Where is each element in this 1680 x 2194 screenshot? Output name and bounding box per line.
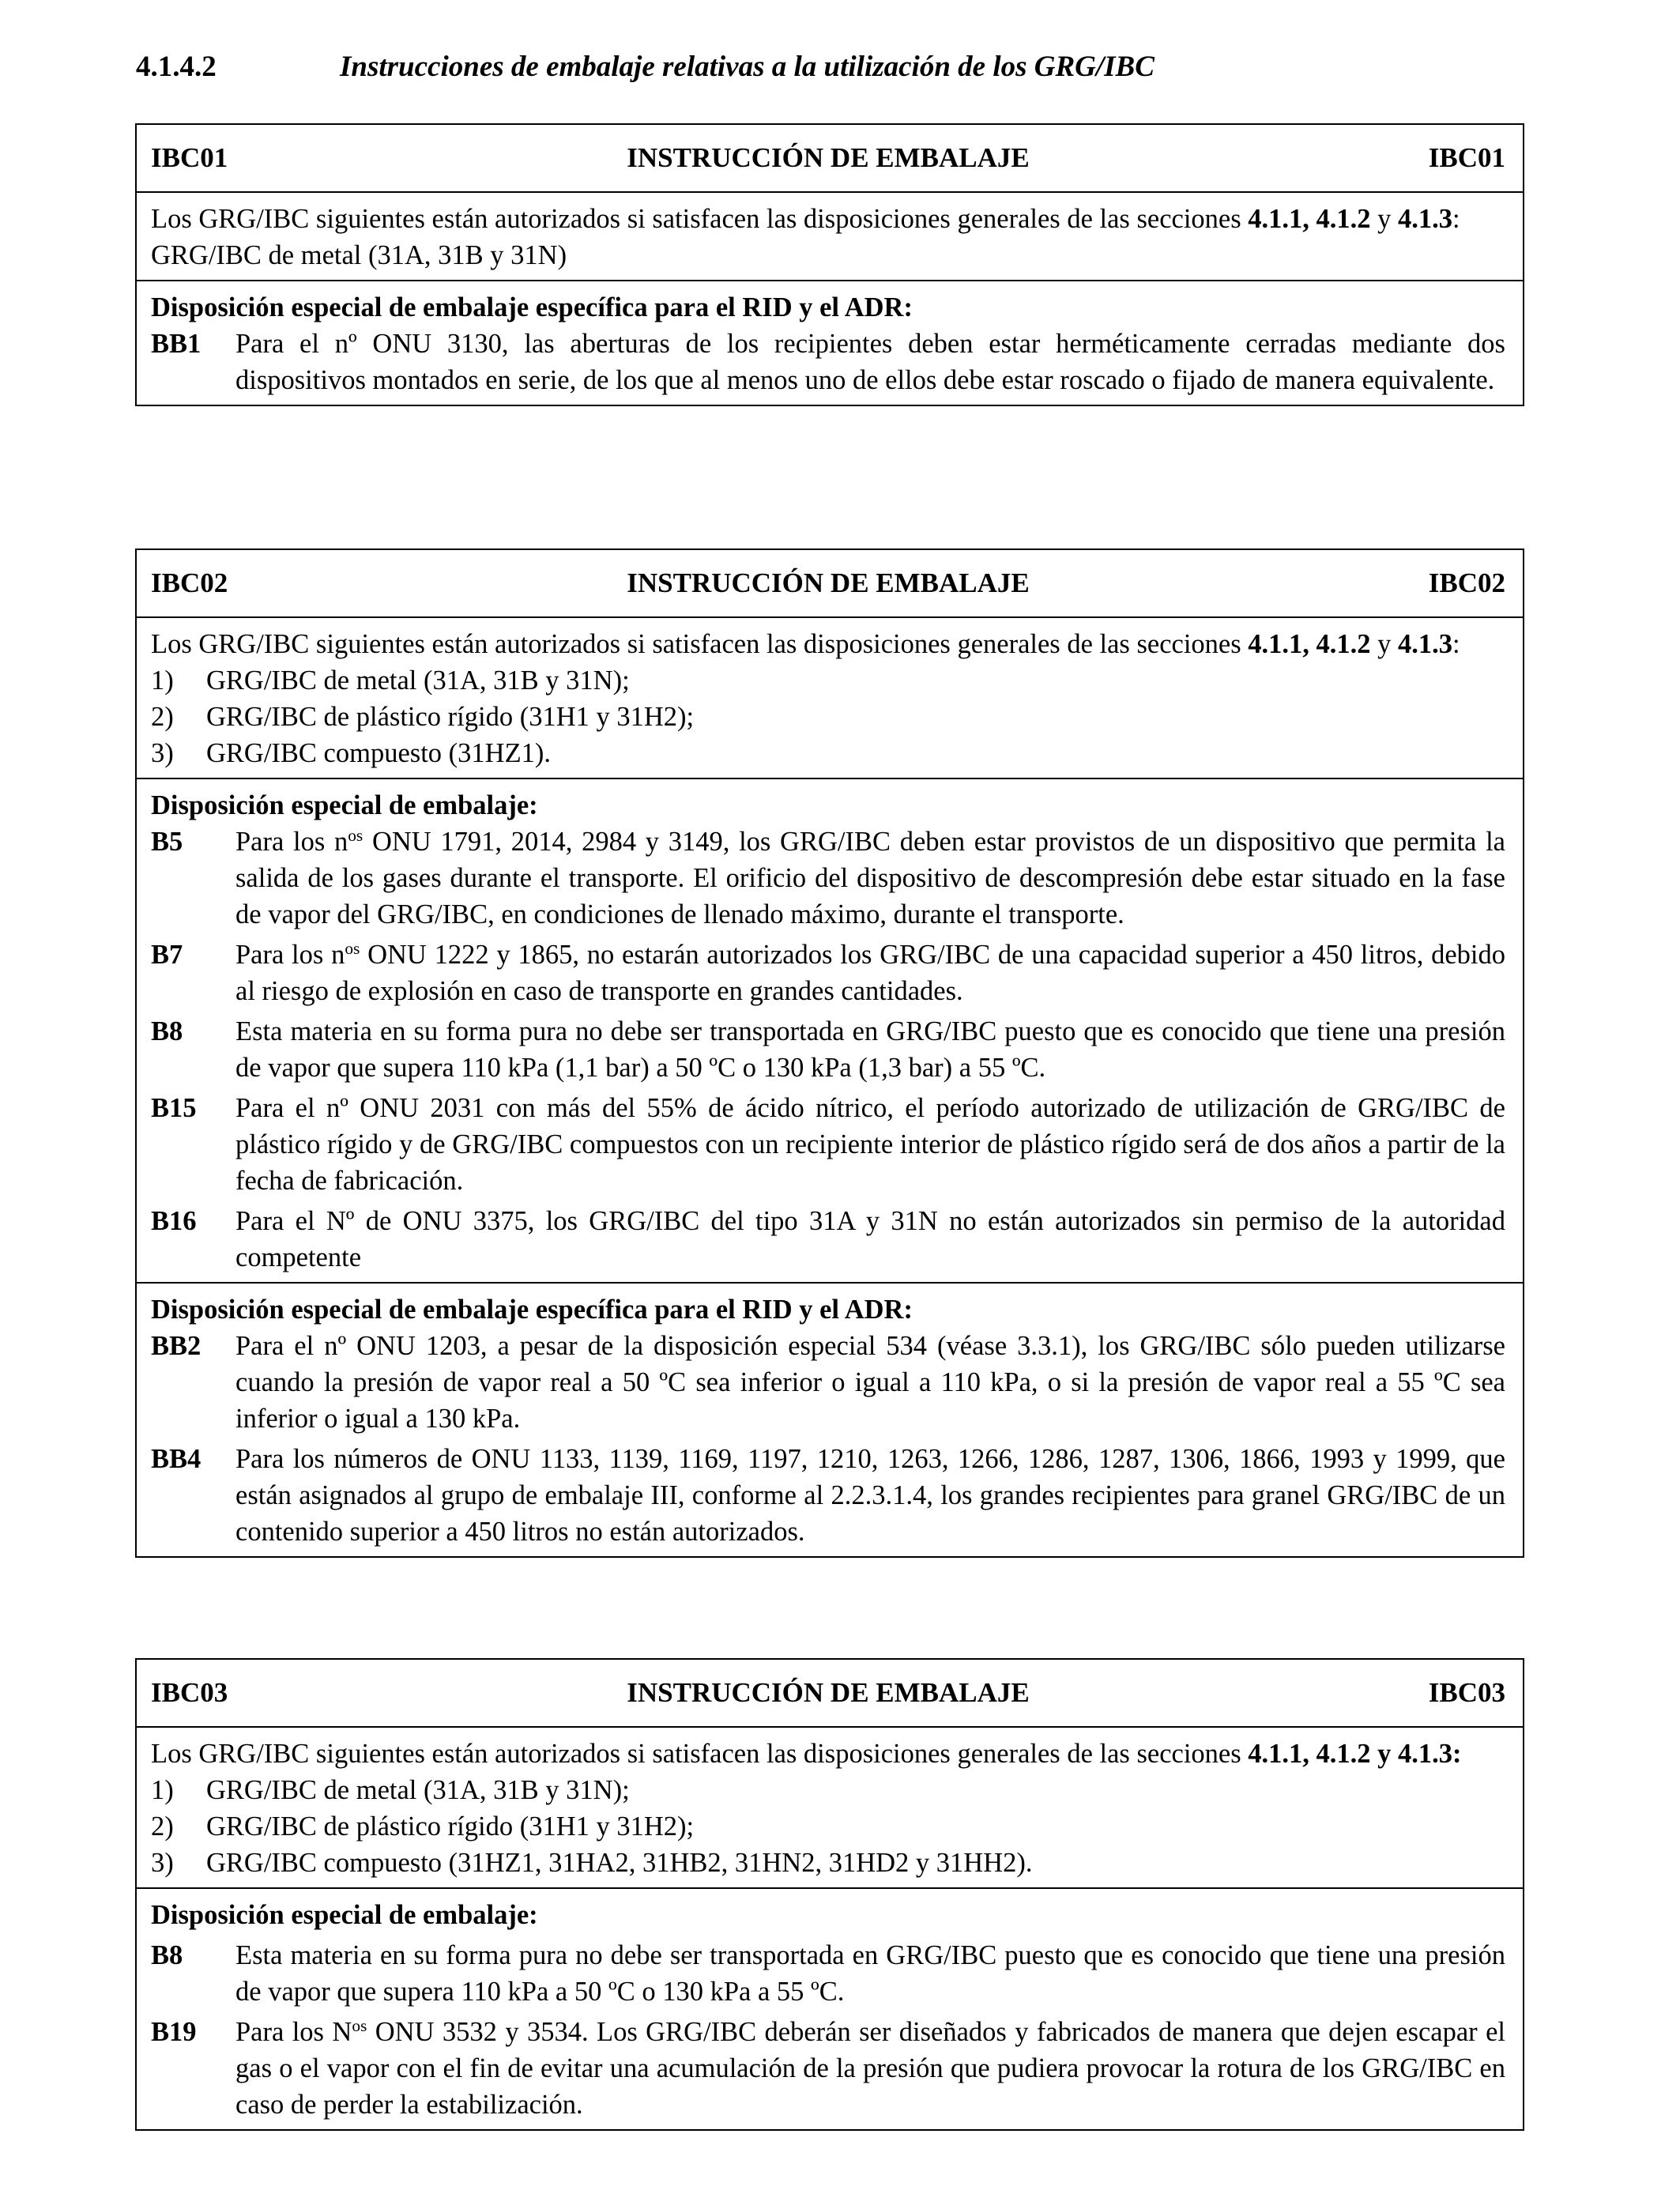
ibc02-code-left: IBC02 (151, 567, 228, 598)
ibc03-table (135, 1658, 1524, 2131)
provision-code: B16 (151, 1206, 197, 1236)
ibc03-title: INSTRUCCIÓN DE EMBALAJE (627, 1677, 1030, 1708)
ibc01-intro: Los GRG/IBC siguientes están autorizados si satisfacen las disposiciones generales de las secciones 4.1.1, 4.1.2 y 4.1.3: (151, 204, 1460, 234)
ibc01-code-right: IBC01 (1428, 142, 1505, 173)
ibc01-title: INSTRUCCIÓN DE EMBALAJE (627, 142, 1030, 173)
provision-b5 (151, 824, 1505, 933)
ibc03-header (137, 1660, 1523, 1728)
list-item: 3) GRG/IBC compuesto (31HZ1). (151, 738, 552, 768)
provision-text: Para el nº ONU 3130, las aberturas de los recipientes deben estar herméticamente cerradas mediante dos dispositivos montados en serie, de los que al menos uno de ellos debe estar roscado o fijado de manera equivalente. (235, 329, 1505, 395)
ibc03-intro: Los GRG/IBC siguientes están autorizados si satisfacen las disposiciones generales de las secciones 4.1.1, 4.1.2 y 4.1.3: (151, 1739, 1462, 1769)
section-title: Instrucciones de embalaje relativas a la utilización de los GRG/IBC (340, 51, 1155, 83)
provision-code: B5 (151, 827, 183, 857)
section-heading (136, 49, 1155, 85)
list-item: 2) GRG/IBC de plástico rígido (31H1 y 31H2); (151, 1811, 695, 1842)
provision-b8 (151, 1937, 1505, 2010)
list-item: 2) GRG/IBC de plástico rígido (31H1 y 31H2); (151, 702, 695, 732)
ibc02-rid-adr-section (137, 1282, 1523, 1556)
provision-text: Esta materia en su forma pura no debe ser transportada en GRG/IBC puesto que es conocido que tiene una presión de vapor que supera 110 kPa a 50 ºC o 130 kPa a 55 ºC. (235, 1940, 1505, 2007)
ibc02-authorized-section (137, 618, 1523, 778)
provision-b8 (151, 1013, 1505, 1086)
provision-code: BB1 (151, 329, 202, 359)
provision-text: Para los $n^{os}$ ONU 1791, 2014, 2984 y 3149, los GRG/IBC deben estar provistos de un dispositivo que permita la salida de los gases durante el transporte. El orificio del dispositivo de descompresión debe estar situado en la fase de vapor del GRG/IBC, en condiciones de llenado máximo, durante el transporte. (235, 826, 1505, 929)
ibc01-special-title: Disposición especial de embalaje específica para el RID y el ADR: (151, 292, 913, 322)
ibc03-code-right: IBC03 (1428, 1677, 1505, 1708)
provision-code: BB4 (151, 1444, 202, 1474)
ibc03-special-title: Disposición especial de embalaje: (151, 1900, 538, 1930)
list-item: 3) GRG/IBC compuesto (31HZ1, 31HA2, 31HB2, 31HN2, 31HD2 y 31HH2). (151, 1848, 1033, 1878)
provision-b15 (151, 1090, 1505, 1199)
list-item: 1) GRG/IBC de metal (31A, 31B y 31N); (151, 1775, 630, 1805)
ibc02-rid-adr-title: Disposición especial de embalaje específica para el RID y el ADR: (151, 1295, 913, 1325)
provision-text: Para el nº ONU 1203, a pesar de la disposición especial 534 (véase 3.3.1), los GRG/IBC sólo pueden utilizarse cuando la presión de vapor real a 50 ºC sea inferior o igual a 110 kPa, o si la presión de vapor real a 55 ºC sea inferior o igual a 130 kPa. (235, 1331, 1505, 1434)
ibc03-code-left: IBC03 (151, 1677, 228, 1708)
provision-code: B8 (151, 1940, 183, 1970)
ibc02-header (137, 550, 1523, 618)
ibc02-special-title: Disposición especial de embalaje: (151, 790, 538, 820)
provision-code: B15 (151, 1093, 197, 1123)
list-item: 1) GRG/IBC de metal (31A, 31B y 31N); (151, 665, 630, 696)
provision-code: B8 (151, 1016, 183, 1046)
ibc02-special-section (137, 778, 1523, 1282)
provision-text: Esta materia en su forma pura no debe ser transportada en GRG/IBC puesto que es conocido que tiene una presión de vapor que supera 110 kPa (1,1 bar) a 50 ºC o 130 kPa (1,3 bar) a 55 ºC. (235, 1016, 1505, 1083)
provision-bb4 (151, 1441, 1505, 1550)
ibc02-intro: Los GRG/IBC siguientes están autorizados si satisfacen las disposiciones generales de las secciones 4.1.1, 4.1.2 y 4.1.3: (151, 629, 1460, 659)
provision-text: Para los números de ONU 1133, 1139, 1169, 1197, 1210, 1263, 1266, 1286, 1287, 1306, 1866, 1993 y 1999, que están asignados al grupo de embalaje III, conforme al 2.2.3.1.4, los grandes recipientes para granel GRG/IBC de un contenido superior a 450 litros no están autorizados. (235, 1444, 1505, 1547)
ibc01-table (135, 123, 1524, 406)
provision-text: Para los $N^{os}$ ONU 3532 y 3534. Los GRG/IBC deberán ser diseñados y fabricados de manera que dejen escapar el gas o el vapor con el fin de evitar una acumulación de la presión que pudiera provocar la rotura de los GRG/IBC en caso de perder la estabilización. (235, 2016, 1505, 2120)
provision-text: Para los $n^{os}$ ONU 1222 y 1865, no estarán autorizados los GRG/IBC de una capacidad superior a 450 litros, debido al riesgo de explosión en caso de transporte en grandes cantidades. (235, 939, 1505, 1006)
provision-text: Para el Nº de ONU 3375, los GRG/IBC del tipo 31A y 31N no están autorizados sin permiso de la autoridad competente (235, 1206, 1505, 1272)
provision-code: B7 (151, 940, 183, 970)
ibc03-special-section (137, 1887, 1523, 2129)
ibc02-code-right: IBC02 (1428, 567, 1505, 598)
ibc01-authorized-section (137, 193, 1523, 280)
provision-code: B19 (151, 2017, 197, 2047)
provision-b19 (151, 2014, 1505, 2123)
ibc03-authorized-section (137, 1728, 1523, 1887)
provision-bb1 (151, 326, 1505, 398)
ibc02-title: INSTRUCCIÓN DE EMBALAJE (627, 567, 1030, 598)
ibc01-item: GRG/IBC de metal (31A, 31B y 31N) (151, 240, 567, 270)
section-number: 4.1.4.2 (136, 51, 217, 83)
provision-code: BB2 (151, 1331, 202, 1361)
ibc01-code-left: IBC01 (151, 142, 228, 173)
ibc01-header (137, 125, 1523, 193)
provision-text: Para el nº ONU 2031 con más del 55% de ácido nítrico, el período autorizado de utilización de GRG/IBC de plástico rígido y de GRG/IBC compuestos con un recipiente interior de plástico rígido será de dos años a partir de la fecha de fabricación. (235, 1093, 1505, 1196)
ibc02-table (135, 548, 1524, 1558)
provision-b16 (151, 1203, 1505, 1276)
ibc01-special-section (137, 280, 1523, 405)
provision-b7 (151, 937, 1505, 1009)
provision-bb2 (151, 1328, 1505, 1437)
